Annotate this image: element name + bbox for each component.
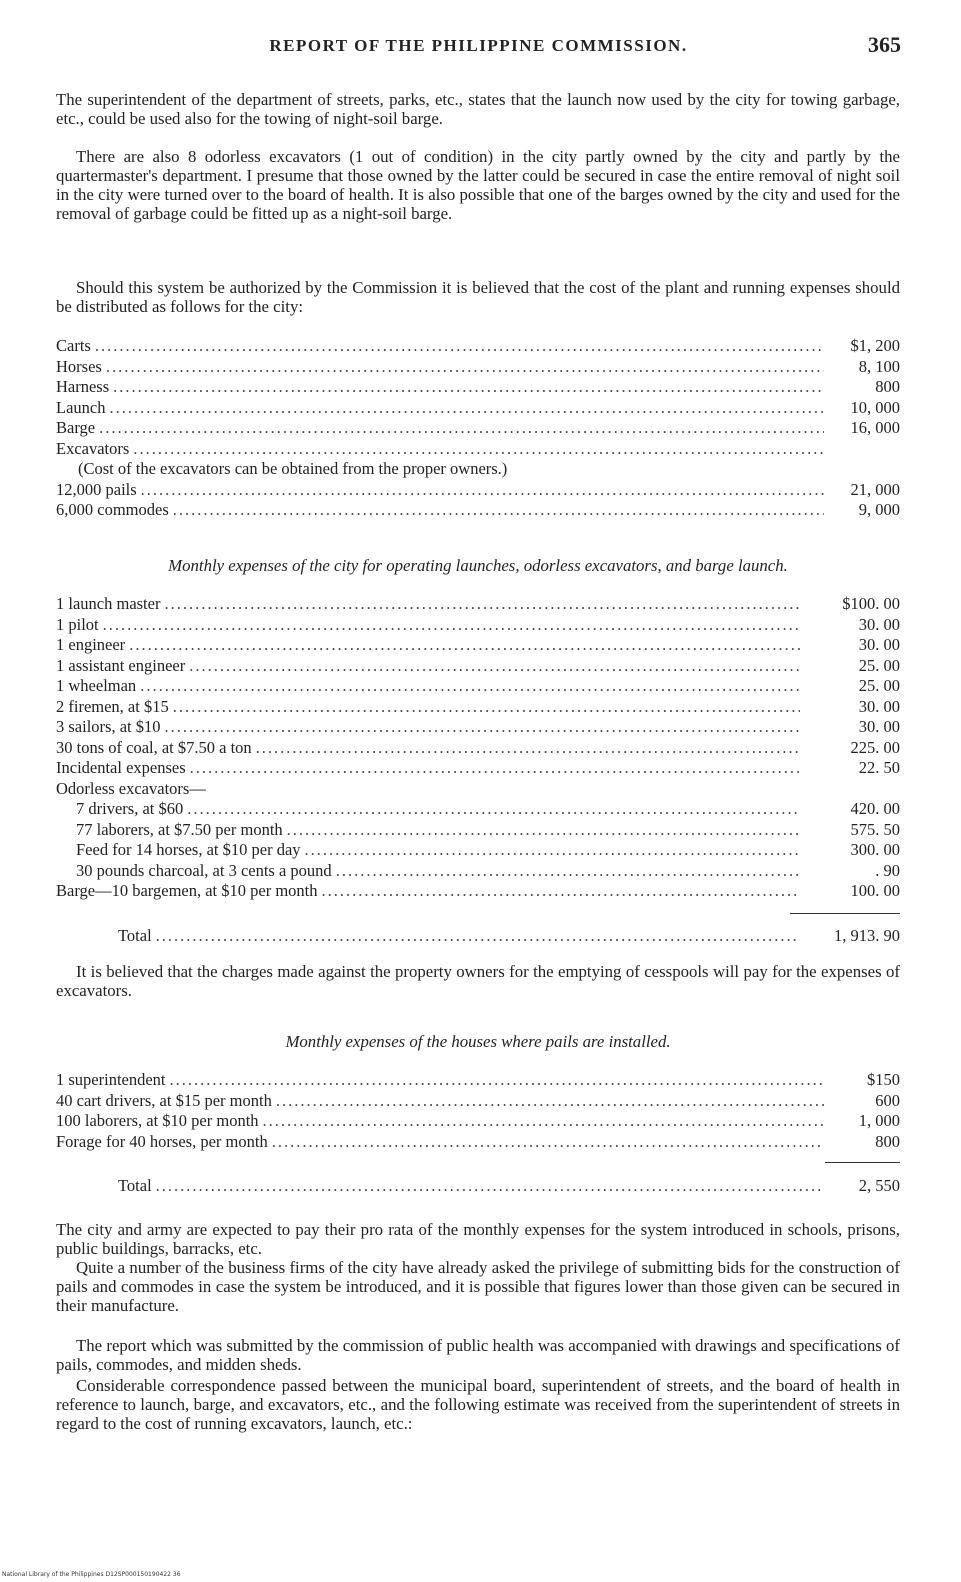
item-amount: 16, 000	[850, 418, 900, 437]
item-label: Harness	[56, 377, 110, 396]
total-rule	[790, 913, 900, 914]
total-label: Total	[118, 1176, 152, 1195]
total-row	[56, 1176, 900, 1197]
ledger-row	[56, 1091, 900, 1112]
total-amount: 2, 550	[858, 1176, 900, 1195]
paragraph-excavators: There are also 8 odorless excavators (1 out of condition) in the city partly owned by the city and partly by the quartermaster's department. I presume that those owned by the latter could be secured in case the entire removal of night soil in the city were turned over to the board of health. It is also possible that one of the barges owned by the city and used for the removal of garbage could be fitted up as a night-soil barge.	[56, 147, 900, 223]
ledger-row	[56, 820, 900, 841]
item-amount: $1, 200	[850, 336, 900, 355]
item-amount: 1, 000	[858, 1111, 900, 1130]
item-amount: $100. 00	[842, 594, 900, 613]
item-label: Feed for 14 horses, at $10 per day	[76, 840, 301, 859]
item-label: 30 pounds charcoal, at 3 cents a pound	[76, 860, 332, 880]
ledger-row	[56, 881, 900, 902]
ledger-row	[56, 1070, 900, 1091]
item-amount: 10, 000	[850, 397, 900, 417]
item-label: Excavators	[56, 438, 130, 458]
item-label: 1 pilot	[56, 614, 99, 634]
total-label: Total	[118, 926, 152, 945]
item-label: 30 tons of coal, at $7.50 a ton	[56, 737, 252, 757]
paragraph-system-cost: Should this system be authorized by the Commission it is believed that the cost of the plant and running expenses should be distributed as follows for the city:	[56, 278, 900, 316]
ledger-row	[56, 357, 900, 378]
ledger-row	[56, 336, 900, 357]
ledger-row	[56, 697, 900, 718]
ledger-row	[56, 398, 900, 419]
item-label: 1 assistant engineer	[56, 655, 186, 675]
ledger-row	[56, 1111, 900, 1132]
ledger-row	[56, 635, 900, 656]
item-amount: 22. 50	[858, 758, 900, 777]
item-label: 2 firemen, at $15	[56, 696, 169, 716]
item-label: Incidental expenses	[56, 758, 186, 777]
paragraph-correspondence: Considerable correspondence passed between the municipal board, superintendent of streets, and the board of health in reference to launch, barge, and excavators, etc., and the following estimate was received from the superintendent of streets in regard to the cost of running excavators, launch, etc.:	[56, 1376, 900, 1433]
scan-footer: National Library of the Philippines D12SP000150190422 36	[2, 1571, 181, 1578]
item-amount: 225. 00	[850, 737, 900, 757]
ledger-note: (Cost of the excavators can be obtained from the proper owners.)	[78, 459, 508, 478]
running-title: REPORT OF THE PHILIPPINE COMMISSION.	[269, 36, 688, 55]
item-amount: 575. 50	[850, 819, 900, 839]
item-amount: 420. 00	[850, 799, 900, 818]
item-label: 1 engineer	[56, 635, 126, 654]
item-amount: . 90	[875, 860, 900, 880]
item-label: Barge	[56, 418, 96, 437]
monthly-city-caption: Monthly expenses of the city for operating launches, odorless excavators, and barge launch.	[168, 556, 788, 575]
item-amount: 600	[875, 1090, 900, 1110]
page-number: 365	[868, 32, 901, 57]
item-label: 77 laborers, at $7.50 per month	[76, 819, 283, 839]
item-amount: 800	[875, 377, 900, 396]
ledger-row	[56, 799, 900, 820]
monthly-city-total	[56, 926, 900, 947]
ledger-row	[56, 500, 900, 521]
item-label: 6,000 commodes	[56, 500, 169, 519]
item-label: Launch	[56, 397, 106, 417]
total-amount: 1, 913. 90	[834, 926, 900, 945]
ledger-row	[56, 717, 900, 738]
ledger-row	[56, 418, 900, 439]
item-label: Barge—10 bargemen, at $10 per month	[56, 881, 318, 900]
ledger-row	[56, 615, 900, 636]
ledger-row	[56, 594, 900, 615]
item-amount: 30. 00	[858, 696, 900, 716]
item-label: 1 wheelman	[56, 676, 137, 695]
plant-cost-table	[56, 336, 900, 521]
item-label: 1 launch master	[56, 594, 161, 613]
item-amount: 30. 00	[858, 717, 900, 736]
item-label: 1 superintendent	[56, 1070, 166, 1089]
paragraph-cesspools: It is believed that the charges made against the property owners for the emptying of cesspools will pay for the expenses of excavators.	[56, 962, 900, 1000]
monthly-houses-table	[56, 1070, 900, 1152]
total-row	[56, 926, 900, 947]
item-amount: 25. 00	[858, 676, 900, 695]
item-label: Horses	[56, 356, 102, 376]
ledger-row	[56, 480, 900, 501]
item-amount: 9, 000	[858, 500, 900, 519]
paragraph-pro-rata: The city and army are expected to pay their pro rata of the monthly expenses for the system introduced in schools, prisons, public buildings, barracks, etc.	[56, 1220, 900, 1258]
ledger-row	[56, 676, 900, 697]
item-amount: 800	[875, 1131, 900, 1151]
ledger-row	[56, 840, 900, 861]
ledger-row	[56, 1132, 900, 1153]
item-amount: 300. 00	[850, 840, 900, 859]
monthly-city-table	[56, 594, 900, 902]
ledger-row	[56, 758, 900, 779]
item-label: 3 sailors, at $10	[56, 717, 161, 736]
item-amount: 30. 00	[858, 614, 900, 634]
item-label: 7 drivers, at $60	[76, 799, 184, 818]
item-label: Carts	[56, 336, 91, 355]
paragraph-report: The report which was submitted by the commission of public health was accompanied with drawings and specifications of pails, commodes, and midden sheds.	[56, 1336, 900, 1374]
item-label: 12,000 pails	[56, 479, 137, 499]
ledger-row	[56, 656, 900, 677]
ledger-group-heading: Odorless excavators—	[56, 778, 206, 798]
page-header	[56, 32, 901, 62]
ledger-row	[56, 861, 900, 882]
total-rule	[825, 1162, 900, 1163]
paragraph-launch: The superintendent of the department of streets, parks, etc., states that the launch now used by the city for towing garbage, etc., could be used also for the towing of night-soil barge.	[56, 90, 900, 128]
ledger-row	[56, 377, 900, 398]
item-amount: 8, 100	[858, 356, 900, 376]
item-amount: 30. 00	[858, 635, 900, 654]
monthly-houses-caption: Monthly expenses of the houses where pails are installed.	[285, 1032, 671, 1051]
ledger-row	[56, 439, 900, 460]
item-label: Forage for 40 horses, per month	[56, 1131, 268, 1151]
item-amount: 21, 000	[850, 479, 900, 499]
paragraph-bids: Quite a number of the business firms of the city have already asked the privilege of submitting bids for the construction of pails and commodes in case the system be introduced, and it is possible that figures lower than those given can be secured in their manufacture.	[56, 1258, 900, 1315]
item-amount: 25. 00	[858, 655, 900, 675]
item-amount: $150	[867, 1070, 900, 1089]
item-label: 100 laborers, at $10 per month	[56, 1111, 259, 1130]
item-amount: 100. 00	[850, 881, 900, 900]
monthly-houses-total	[56, 1176, 900, 1197]
ledger-row	[56, 738, 900, 759]
item-label: 40 cart drivers, at $15 per month	[56, 1090, 272, 1110]
